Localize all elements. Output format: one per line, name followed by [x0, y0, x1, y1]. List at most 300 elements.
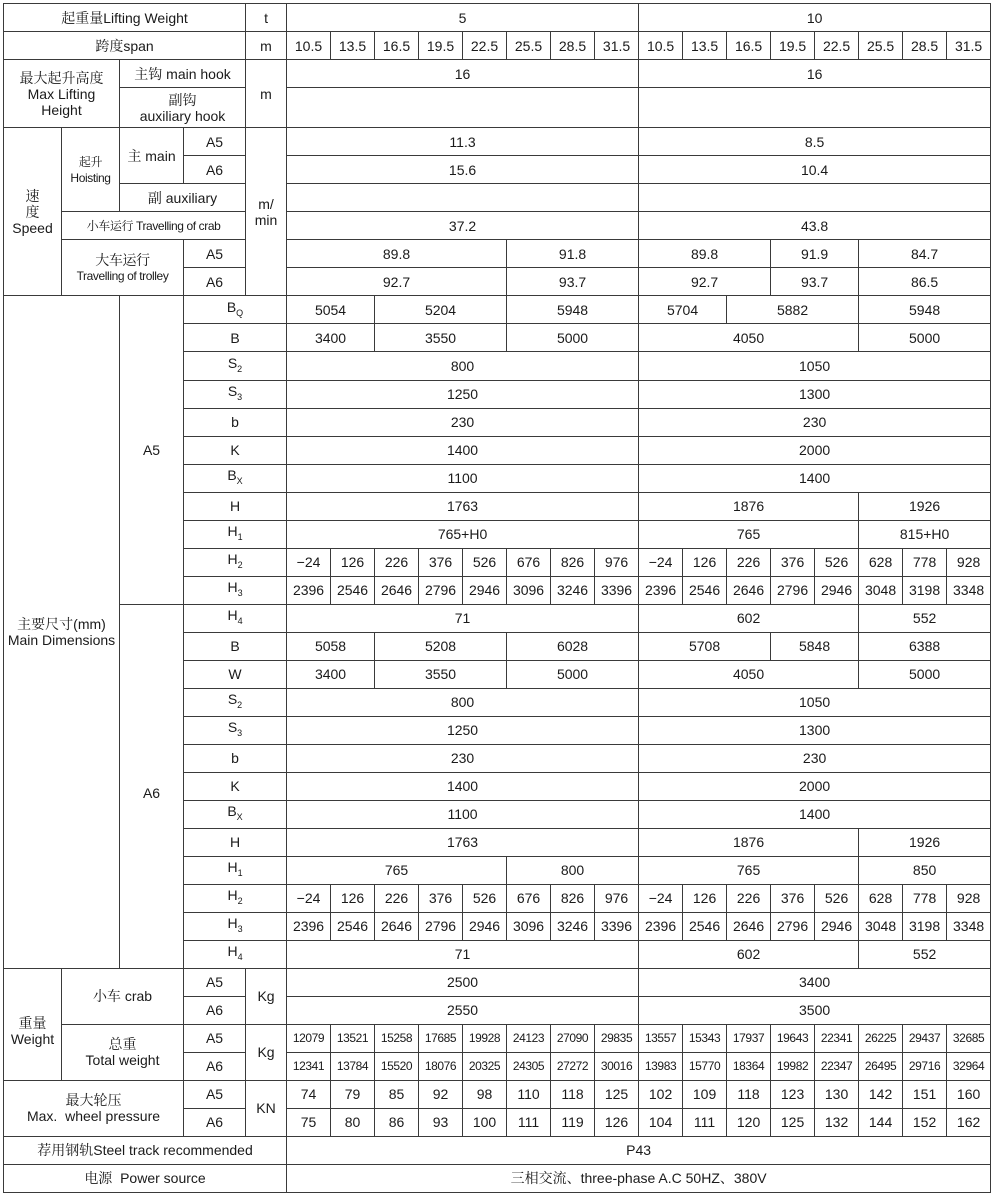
value-cell: 526 — [815, 548, 859, 576]
value-cell: 5000 — [507, 324, 639, 352]
value-cell: 71 — [287, 604, 639, 632]
value-cell: 376 — [771, 548, 815, 576]
value-cell: 24305 — [507, 1052, 551, 1080]
crane-spec-table — [3, 3, 991, 1193]
symbol-s2 — [184, 688, 287, 716]
value-cell: 142 — [859, 1080, 903, 1108]
value-cell: 126 — [683, 884, 727, 912]
symbol-sub: 2 — [237, 363, 243, 374]
label-line: Total weight — [85, 1052, 160, 1069]
value-cell: 100 — [463, 1108, 507, 1136]
value-cell: 12341 — [287, 1052, 331, 1080]
value-cell: 4050 — [639, 324, 859, 352]
span-value: 25.5 — [859, 32, 903, 60]
value-cell: 29437 — [903, 1024, 947, 1052]
row-lifting-weight — [4, 4, 991, 32]
symbol-sub: 2 — [237, 560, 243, 570]
value-cell: 24123 — [507, 1024, 551, 1052]
span-value: 31.5 — [595, 32, 639, 60]
symbol-sub: X — [236, 475, 243, 486]
value-cell: 815+H0 — [859, 520, 991, 548]
symbol-sub: 4 — [237, 952, 243, 963]
symbol-h2 — [184, 548, 287, 576]
value-cell: 376 — [771, 884, 815, 912]
symbol-sub: 3 — [237, 588, 243, 599]
label-line: Height — [41, 101, 82, 118]
span-value: 10.5 — [287, 32, 331, 60]
span-value: 31.5 — [947, 32, 991, 60]
value-cell: 151 — [903, 1080, 947, 1108]
value-cell: 3198 — [903, 912, 947, 940]
value-cell: 80 — [331, 1108, 375, 1136]
span-value: 16.5 — [727, 32, 771, 60]
value-cell: −24 — [287, 884, 331, 912]
value-cell: 765 — [287, 856, 507, 884]
value-cell: 91.9 — [771, 240, 859, 268]
power-source-value: 三相交流、three-phase A.C 50HZ、380V — [287, 1164, 991, 1192]
value-cell: 119 — [551, 1108, 595, 1136]
value-cell: 1300 — [639, 716, 991, 744]
value-cell: 3096 — [507, 912, 551, 940]
value-cell: 5000 — [859, 660, 991, 688]
value-cell: 75 — [287, 1108, 331, 1136]
value-cell: 602 — [639, 940, 859, 968]
value-cell: 3096 — [507, 576, 551, 604]
value-cell: 3246 — [551, 912, 595, 940]
value-cell: 20325 — [463, 1052, 507, 1080]
value-cell: 15.6 — [287, 156, 639, 184]
value-cell — [287, 184, 639, 212]
value-cell: 765 — [639, 856, 859, 884]
value-cell: 13557 — [639, 1024, 683, 1052]
value-cell: 26225 — [859, 1024, 903, 1052]
total-weight-label — [62, 1024, 184, 1080]
symbol-h: H — [184, 492, 287, 520]
symbol-text: S — [227, 719, 238, 736]
value-cell: 526 — [815, 884, 859, 912]
row-main-hook — [4, 60, 991, 88]
value-cell: 110 — [507, 1080, 551, 1108]
value-cell: 602 — [639, 604, 859, 632]
label-line: 主要尺寸(mm) — [17, 616, 106, 633]
crab-travel-label: 小车运行 Travelling of crab — [62, 212, 246, 240]
value-cell: 2646 — [727, 576, 771, 604]
symbol-sub: 3 — [237, 391, 243, 402]
symbol-h1 — [184, 856, 287, 884]
value-cell: 2796 — [771, 912, 815, 940]
symbol-sub: 1 — [237, 868, 243, 879]
duty-a6-text: A6 — [142, 784, 161, 801]
symbol-sub: 3 — [237, 924, 243, 935]
span-value: 13.5 — [683, 32, 727, 60]
row-total-weight-a5 — [4, 1024, 991, 1052]
value-cell: 32685 — [947, 1024, 991, 1052]
value-cell: 130 — [815, 1080, 859, 1108]
symbol-text: B — [227, 803, 237, 820]
symbol-text: H — [227, 943, 238, 960]
value-cell: 30016 — [595, 1052, 639, 1080]
span-value: 25.5 — [507, 32, 551, 60]
value-cell: 13983 — [639, 1052, 683, 1080]
height-unit: m — [246, 60, 287, 128]
value-cell: 230 — [287, 408, 639, 436]
value-cell: 2396 — [639, 912, 683, 940]
row-wheel-pressure-a5 — [4, 1080, 991, 1108]
symbol-text: B — [226, 299, 237, 316]
symbol-s3 — [184, 716, 287, 744]
value-cell: 132 — [815, 1108, 859, 1136]
value-cell: 160 — [947, 1080, 991, 1108]
duty-a5: A5 — [184, 1024, 246, 1052]
speed-label — [4, 128, 62, 296]
symbol-sub: 3 — [237, 728, 243, 739]
value-cell: 27090 — [551, 1024, 595, 1052]
value-cell: 2946 — [463, 576, 507, 604]
value-cell: 3348 — [947, 912, 991, 940]
value-cell: 19928 — [463, 1024, 507, 1052]
value-cell: 376 — [419, 884, 463, 912]
weight-label — [4, 968, 62, 1080]
symbol-sub: X — [236, 812, 243, 823]
value-cell: 1050 — [639, 352, 991, 380]
symbol-w: W — [184, 660, 287, 688]
value-cell: 800 — [287, 352, 639, 380]
value-cell: 71 — [287, 940, 639, 968]
value-cell: −24 — [639, 548, 683, 576]
value-cell: 86 — [375, 1108, 419, 1136]
symbol-text: H — [227, 887, 238, 904]
value-cell: 123 — [771, 1080, 815, 1108]
span-value: 10.5 — [639, 32, 683, 60]
value-cell: 1400 — [287, 772, 639, 800]
main-hook-5t: 16 — [287, 60, 639, 88]
value-cell: 79 — [331, 1080, 375, 1108]
value-cell: 676 — [507, 884, 551, 912]
value-cell: 98 — [463, 1080, 507, 1108]
lifting-weight-label: 起重量Lifting Weight — [4, 4, 246, 32]
value-cell: 92.7 — [639, 268, 771, 296]
value-cell: 93.7 — [771, 268, 859, 296]
value-cell: 86.5 — [859, 268, 991, 296]
value-cell: 43.8 — [639, 212, 991, 240]
label-line: 最大起升高度 — [19, 69, 104, 86]
label-line: Travelling of trolley — [76, 268, 169, 283]
span-value: 13.5 — [331, 32, 375, 60]
label-line: Hoisting — [70, 170, 111, 185]
value-cell: 628 — [859, 884, 903, 912]
value-cell: 1400 — [639, 800, 991, 828]
value-cell: 92 — [419, 1080, 463, 1108]
wheel-pressure-unit: KN — [246, 1080, 287, 1136]
value-cell: 93.7 — [507, 268, 639, 296]
value-cell: 2500 — [287, 968, 639, 996]
value-cell: 5000 — [859, 324, 991, 352]
aux-hook-10t — [639, 88, 991, 128]
label-line: 重量 — [18, 1015, 47, 1032]
value-cell: 1400 — [287, 436, 639, 464]
symbol-h4 — [184, 604, 287, 632]
value-cell: 15258 — [375, 1024, 419, 1052]
value-cell: 2646 — [375, 912, 419, 940]
symbol-text: S — [227, 355, 238, 372]
value-cell: 125 — [771, 1108, 815, 1136]
value-cell: 15343 — [683, 1024, 727, 1052]
value-cell: 3198 — [903, 576, 947, 604]
symbol-sub: 2 — [237, 896, 243, 907]
row-a5-bq — [4, 296, 991, 324]
value-cell: 32964 — [947, 1052, 991, 1080]
value-cell: 1926 — [859, 828, 991, 856]
value-cell: 628 — [859, 548, 903, 576]
value-cell: 226 — [375, 548, 419, 576]
value-cell: 2946 — [463, 912, 507, 940]
value-cell: 1250 — [287, 380, 639, 408]
value-cell: 144 — [859, 1108, 903, 1136]
span-value: 19.5 — [771, 32, 815, 60]
symbol-h3 — [184, 576, 287, 604]
duty-a6: A6 — [184, 1108, 246, 1136]
hoist-aux-label: 副 auxiliary — [120, 184, 246, 212]
symbol-k: K — [184, 436, 287, 464]
value-cell: 1250 — [287, 716, 639, 744]
duty-a6: A6 — [184, 156, 246, 184]
span-unit: m — [246, 32, 287, 60]
symbol-text: H — [227, 859, 238, 876]
value-cell: 2000 — [639, 772, 991, 800]
label-line: Main Dimensions — [7, 632, 116, 649]
value-cell: 3400 — [639, 968, 991, 996]
lifting-weight-unit: t — [246, 4, 287, 32]
label-line: m/ — [258, 195, 274, 212]
row-span — [4, 32, 991, 60]
symbol-bx — [184, 464, 287, 492]
value-cell: 118 — [551, 1080, 595, 1108]
value-cell: 1300 — [639, 380, 991, 408]
label-line: 度 — [25, 203, 40, 220]
label-line: Max. wheel pressure — [26, 1108, 161, 1125]
value-cell: 89.8 — [639, 240, 771, 268]
value-cell: 37.2 — [287, 212, 639, 240]
label-line: 副钩 — [168, 91, 197, 108]
value-cell: 376 — [419, 548, 463, 576]
value-cell: 3400 — [287, 324, 375, 352]
row-trolley-a5 — [4, 240, 991, 268]
value-cell: 5058 — [287, 632, 375, 660]
wheel-pressure-label — [4, 1080, 184, 1136]
span-value: 19.5 — [419, 32, 463, 60]
max-lifting-height-label — [4, 60, 120, 128]
value-cell: 5882 — [727, 296, 859, 324]
label-line: 速 — [25, 187, 40, 204]
symbol-b: B — [184, 632, 287, 660]
value-cell: 552 — [859, 604, 991, 632]
aux-hook-label — [120, 88, 246, 128]
symbol-b-small: b — [184, 408, 287, 436]
value-cell: 226 — [727, 884, 771, 912]
value-cell: 85 — [375, 1080, 419, 1108]
value-cell: 2000 — [639, 436, 991, 464]
value-cell: 118 — [727, 1080, 771, 1108]
value-cell: 928 — [947, 548, 991, 576]
row-crab-travel — [4, 212, 991, 240]
value-cell: 1876 — [639, 828, 859, 856]
value-cell: 800 — [507, 856, 639, 884]
duty-a5: A5 — [184, 128, 246, 156]
value-cell: 111 — [507, 1108, 551, 1136]
duty-a6 — [120, 604, 184, 968]
value-cell: 2646 — [727, 912, 771, 940]
symbol-h2 — [184, 884, 287, 912]
value-cell: 13521 — [331, 1024, 375, 1052]
value-cell: 84.7 — [859, 240, 991, 268]
symbol-text: S — [227, 691, 238, 708]
value-cell: 11.3 — [287, 128, 639, 156]
value-cell: 526 — [463, 884, 507, 912]
symbol-h3 — [184, 912, 287, 940]
value-cell: 800 — [287, 688, 639, 716]
value-cell: 3348 — [947, 576, 991, 604]
symbol-b: B — [184, 324, 287, 352]
value-cell: 92.7 — [287, 268, 507, 296]
main-dimensions-label — [4, 296, 120, 968]
value-cell: 1763 — [287, 828, 639, 856]
value-cell: 8.5 — [639, 128, 991, 156]
value-cell: 226 — [727, 548, 771, 576]
symbol-sub: 4 — [237, 616, 243, 627]
duty-a6: A6 — [184, 996, 246, 1024]
trolley-travel-label — [62, 240, 184, 296]
label-line: 最大轮压 — [65, 1092, 122, 1109]
value-cell: 1100 — [287, 800, 639, 828]
value-cell: 230 — [639, 744, 991, 772]
value-cell: 126 — [331, 884, 375, 912]
value-cell: 5000 — [507, 660, 639, 688]
value-cell: 2396 — [639, 576, 683, 604]
value-cell: 1400 — [639, 464, 991, 492]
value-cell: 2546 — [331, 912, 375, 940]
value-cell: 18076 — [419, 1052, 463, 1080]
speed-unit — [246, 128, 287, 296]
crab-weight-label: 小车 crab — [62, 968, 184, 1024]
value-cell: 6388 — [859, 632, 991, 660]
value-cell: 2946 — [815, 576, 859, 604]
span-value: 22.5 — [463, 32, 507, 60]
value-cell: 928 — [947, 884, 991, 912]
value-cell: 2796 — [419, 576, 463, 604]
label-line: 起升 — [78, 154, 103, 169]
row-crab-weight-a5 — [4, 968, 991, 996]
value-cell: 74 — [287, 1080, 331, 1108]
main-hook-label: 主钩 main hook — [120, 60, 246, 88]
span-value: 16.5 — [375, 32, 419, 60]
value-cell: 2546 — [683, 576, 727, 604]
weight-unit: Kg — [246, 968, 287, 1024]
value-cell: 22347 — [815, 1052, 859, 1080]
value-cell: 4050 — [639, 660, 859, 688]
value-cell: 27272 — [551, 1052, 595, 1080]
symbol-h: H — [184, 828, 287, 856]
row-a5-h4 — [4, 604, 991, 632]
value-cell: 3396 — [595, 912, 639, 940]
value-cell: 13784 — [331, 1052, 375, 1080]
value-cell: 89.8 — [287, 240, 507, 268]
value-cell: 15770 — [683, 1052, 727, 1080]
value-cell: 5948 — [507, 296, 639, 324]
value-cell: 5204 — [375, 296, 507, 324]
value-cell: 152 — [903, 1108, 947, 1136]
span-value: 22.5 — [815, 32, 859, 60]
weight-unit: Kg — [246, 1024, 287, 1080]
value-cell: 17685 — [419, 1024, 463, 1052]
value-cell: 2946 — [815, 912, 859, 940]
value-cell: 15520 — [375, 1052, 419, 1080]
label-line: 大车运行 — [95, 251, 150, 268]
value-cell: 29716 — [903, 1052, 947, 1080]
value-cell: −24 — [639, 884, 683, 912]
value-cell: 29835 — [595, 1024, 639, 1052]
value-cell: 91.8 — [507, 240, 639, 268]
value-cell: 2546 — [683, 912, 727, 940]
value-cell: 826 — [551, 548, 595, 576]
symbol-s2 — [184, 352, 287, 380]
value-cell: 976 — [595, 884, 639, 912]
value-cell: 17937 — [727, 1024, 771, 1052]
value-cell: 1926 — [859, 492, 991, 520]
symbol-b-small: b — [184, 744, 287, 772]
value-cell: 126 — [595, 1108, 639, 1136]
steel-track-value: P43 — [287, 1136, 991, 1164]
value-cell: 126 — [331, 548, 375, 576]
value-cell: 2396 — [287, 576, 331, 604]
symbol-s3 — [184, 380, 287, 408]
symbol-sub: 2 — [237, 700, 243, 711]
value-cell: 1050 — [639, 688, 991, 716]
value-cell: 1763 — [287, 492, 639, 520]
symbol-text: H — [227, 607, 238, 624]
symbol-sub: 1 — [237, 531, 243, 542]
symbol-sub: Q — [236, 307, 244, 318]
value-cell: 3400 — [287, 660, 375, 688]
value-cell: 1876 — [639, 492, 859, 520]
span-label: 跨度span — [4, 32, 246, 60]
symbol-text: H — [227, 551, 238, 568]
row-hoist-main-a5 — [4, 128, 991, 156]
value-cell: 12079 — [287, 1024, 331, 1052]
value-cell: 19643 — [771, 1024, 815, 1052]
duty-a6: A6 — [184, 1052, 246, 1080]
value-cell: 1100 — [287, 464, 639, 492]
label-line: min — [254, 211, 278, 228]
value-cell: 826 — [551, 884, 595, 912]
value-cell: 111 — [683, 1108, 727, 1136]
symbol-text: S — [227, 383, 238, 400]
value-cell: 126 — [683, 548, 727, 576]
aux-hook-5t — [287, 88, 639, 128]
value-cell: 6028 — [507, 632, 639, 660]
value-cell: 2546 — [331, 576, 375, 604]
value-cell: 2796 — [771, 576, 815, 604]
row-hoist-aux — [4, 184, 991, 212]
symbol-bx — [184, 800, 287, 828]
main-hook-10t: 16 — [639, 60, 991, 88]
lifting-weight-5t: 5 — [287, 4, 639, 32]
value-cell: 18364 — [727, 1052, 771, 1080]
value-cell: 2646 — [375, 576, 419, 604]
value-cell: 5704 — [639, 296, 727, 324]
value-cell: 226 — [375, 884, 419, 912]
value-cell: 3246 — [551, 576, 595, 604]
value-cell: 3048 — [859, 576, 903, 604]
